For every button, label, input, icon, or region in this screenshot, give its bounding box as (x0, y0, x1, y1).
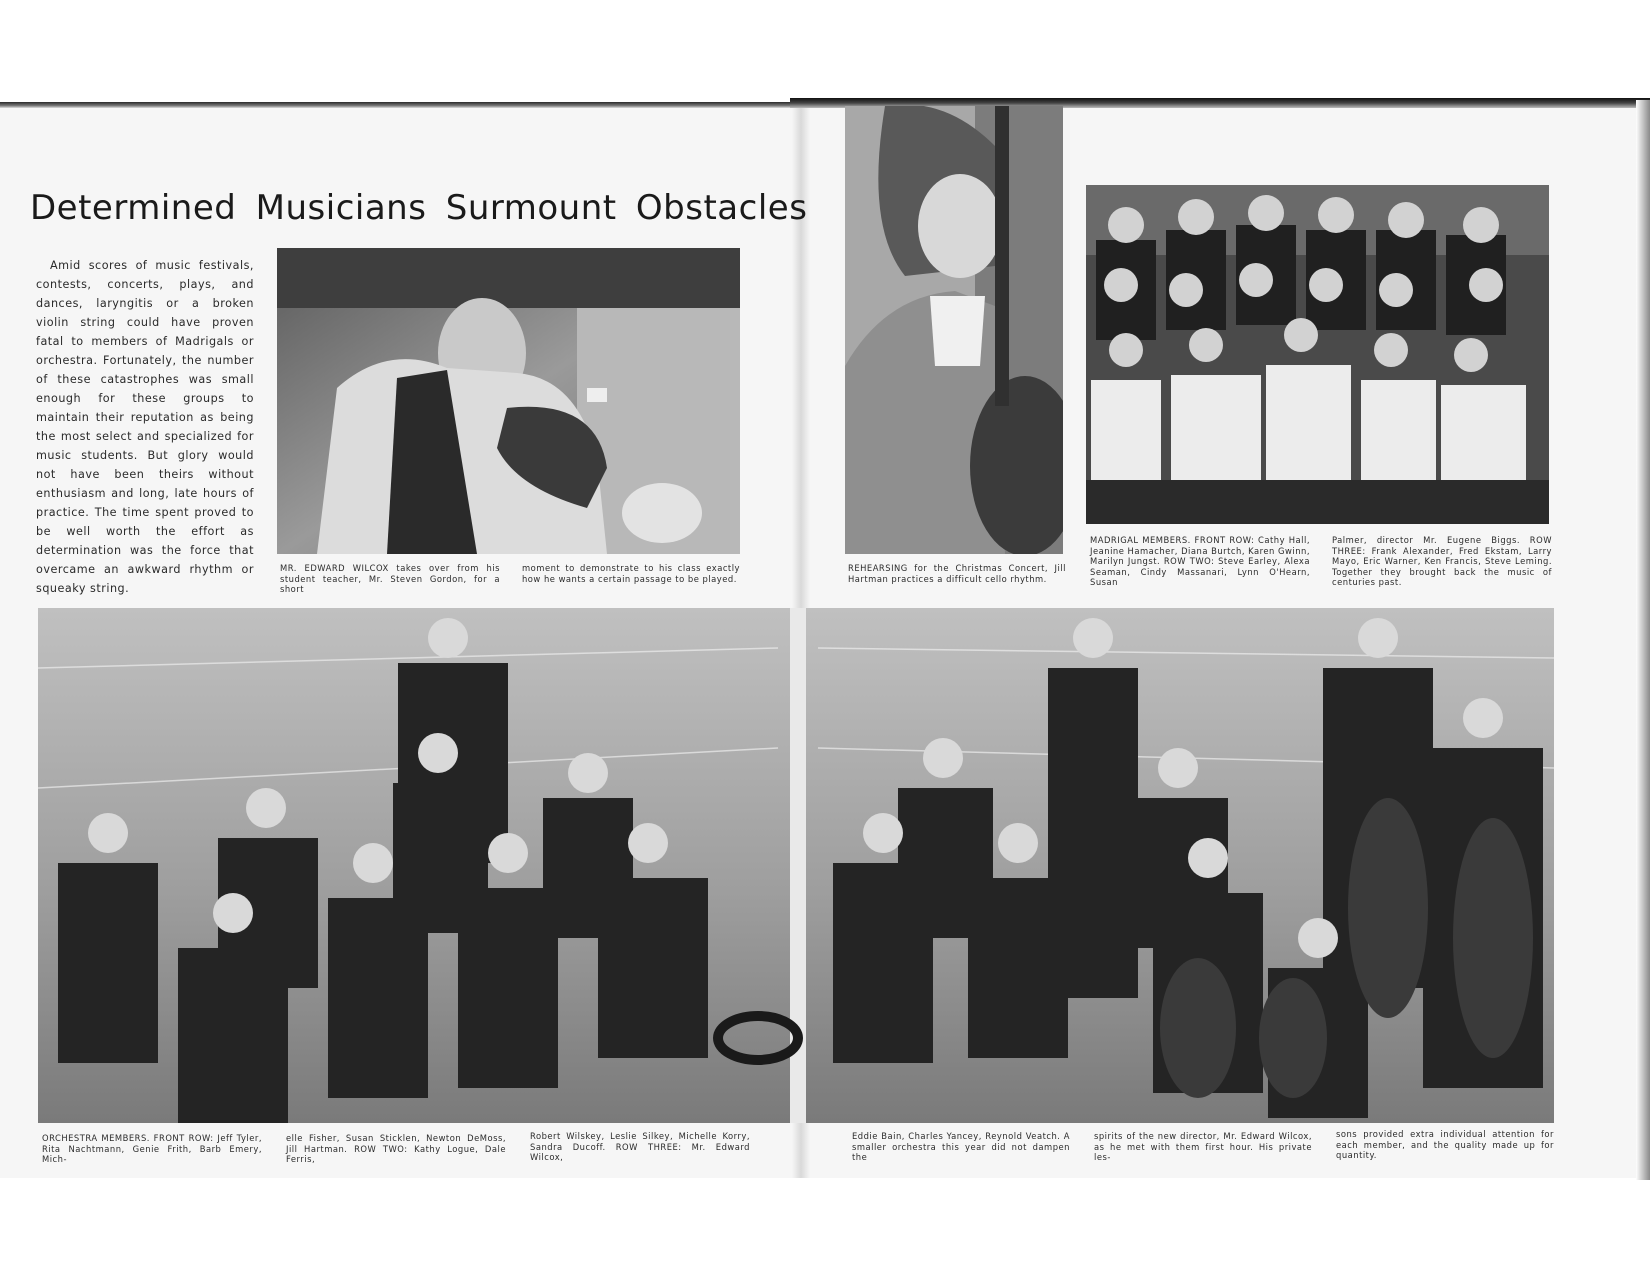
caption-wilcox-part1: MR. EDWARD WILCOX takes over from his student teacher, Mr. Steven Gordon, for a short (280, 563, 500, 594)
page-title: Determined Musicians Surmount Obstacles (30, 188, 808, 228)
caption-wilcox-part2: moment to demonstrate to his class exactly how he wants a certain passage to be played. (522, 563, 740, 584)
photo-teacher-violin (277, 248, 740, 554)
photo-cello-rehearsal (845, 106, 1063, 554)
caption-madrigal-part2: Palmer, director Mr. Eugene Biggs. ROW THREE: Frank Alexander, Fred Ekstam, Larry Mayo, Eric Warner, Ken Francis, Steve Leming. Together they brought back the music of centuries past. (1332, 535, 1552, 587)
caption-orchestra-part1: ORCHESTRA MEMBERS. FRONT ROW: Jeff Tyler, Rita Nachtmann, Genie Frith, Barb Emery, Mich- (42, 1133, 262, 1164)
caption-madrigal-part1: MADRIGAL MEMBERS. FRONT ROW: Cathy Hall, Jeanine Hamacher, Diana Burtch, Karen Gwinn, Marilyn Jungst. ROW TWO: Steve Earley, Alexa Seaman, Cindy Massanari, Lynn O'Hearn, Susan (1090, 535, 1310, 587)
caption-orchestra-part3: Robert Wilskey, Leslie Silkey, Michelle Korry, Sandra Ducoff. ROW THREE: Mr. Edward Wilcox, (530, 1131, 750, 1162)
caption-rehearsing: REHEARSING for the Christmas Concert, Jill Hartman practices a difficult cello rhythm. (848, 563, 1066, 584)
page-right-edge (1636, 100, 1650, 1180)
photo-orchestra-group (38, 608, 1554, 1123)
intro-paragraph: Amid scores of music festivals, contests, concerts, plays, and dances, laryngitis or a broken violin string could have proven fatal to members of Madrigals or orchestra. Fortunately, the number of these catastrophes was small enough for these groups to maintain their reputation as being the most select and specialized for music students. But glory would not have been theirs without enthusiasm and long, late hours of practice. The time spent proved to be well worth the effort as determination was the force that overcame an awkward rhythm or squeaky string. (36, 259, 254, 595)
caption-orchestra-part5: spirits of the new director, Mr. Edward Wilcox, as he met with them first hour. His private les- (1094, 1131, 1312, 1162)
photo-madrigal-group (1086, 185, 1549, 524)
caption-orchestra-part2: elle Fisher, Susan Sticklen, Newton DeMoss, Jill Hartman. ROW TWO: Kathy Logue, Dale Ferris, (286, 1133, 506, 1164)
caption-orchestra-part4: Eddie Bain, Charles Yancey, Reynold Veatch. A smaller orchestra this year did not dampen the (852, 1131, 1070, 1162)
caption-orchestra-part6: sons provided extra individual attention for each member, and the quality made up for quantity. (1336, 1129, 1554, 1160)
